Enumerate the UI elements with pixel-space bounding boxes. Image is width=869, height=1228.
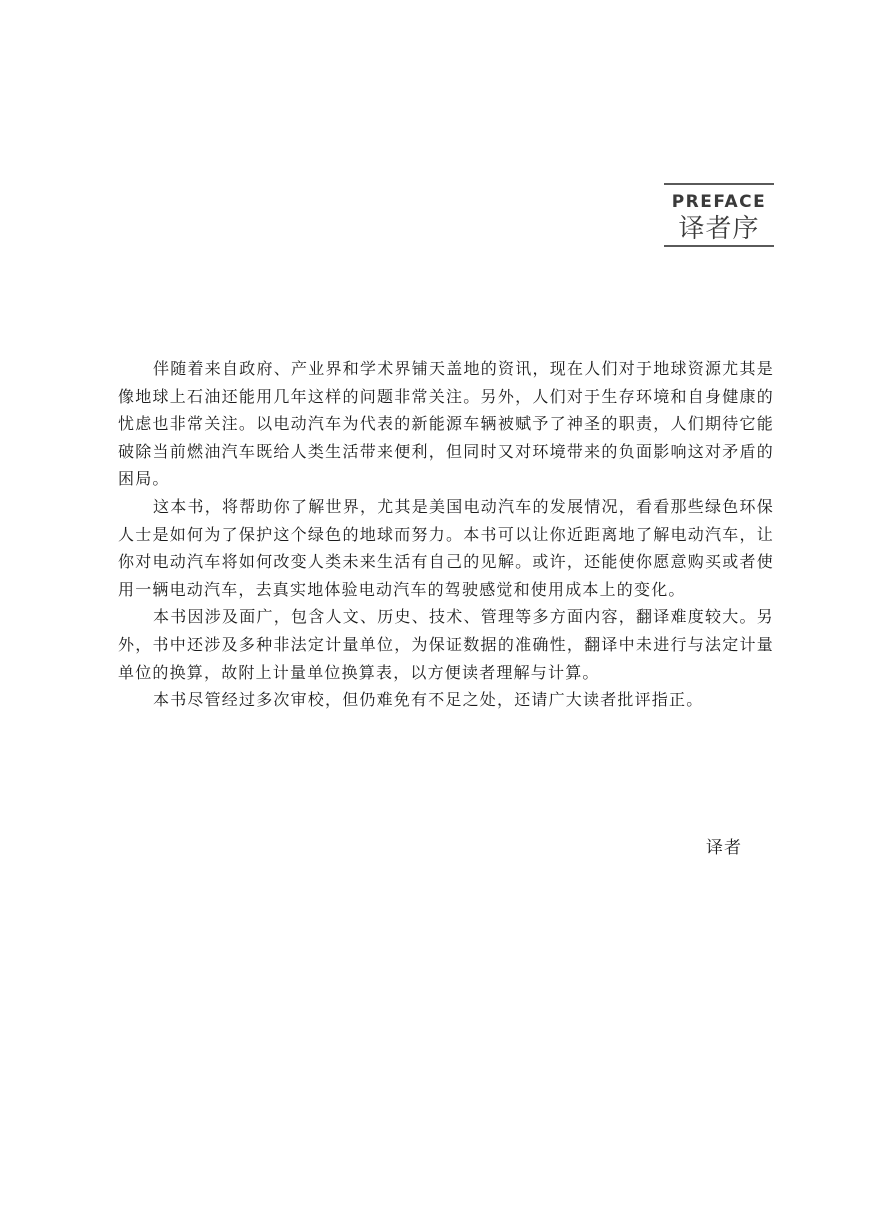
paragraph-1: 伴随着来自政府、产业界和学术界铺天盖地的资讯，现在人们对于地球资源尤其是像地球上石油还能用几年这样的问题非常关注。另外，人们对于生存环境和自身健康的忧虑也非常关注。以电动汽车为代表的新能源车辆被赋予了神圣的职责，人们期待它能破除当前燃油汽车既给人类生活带来便利，但同时又对环境带来的负面影响这对矛盾的困局。: [118, 359, 774, 489]
preface-english-title: PREFACE: [671, 192, 767, 212]
preface-body: [118, 355, 774, 714]
preface-chinese-title: 译者序: [678, 214, 760, 244]
paragraph-4: 本书尽管经过多次审校，但仍难免有不足之处，还请广大读者批评指正。: [153, 690, 704, 710]
paragraph-3: 本书因涉及面广，包含人文、历史、技术、管理等多方面内容，翻译难度较大。另外，书中还涉及多种非法定计量单位，为保证数据的准确性，翻译中未进行与法定计量单位的换算，故附上计量单位换算表，以方便读者理解与计算。: [118, 607, 774, 682]
preface-header: [664, 183, 774, 247]
translator-signature: 译者: [706, 838, 742, 858]
paragraph-2: 这本书，将帮助你了解世界，尤其是美国电动汽车的发展情况，看看那些绿色环保人士是如何为了保护这个绿色的地球而努力。本书可以让你近距离地了解电动汽车，让你对电动汽车将如何改变人类未来生活有自己的见解。或许，还能使你愿意购买或者使用一辆电动汽车，去真实地体验电动汽车的驾驶感觉和使用成本上的变化。: [118, 496, 774, 599]
